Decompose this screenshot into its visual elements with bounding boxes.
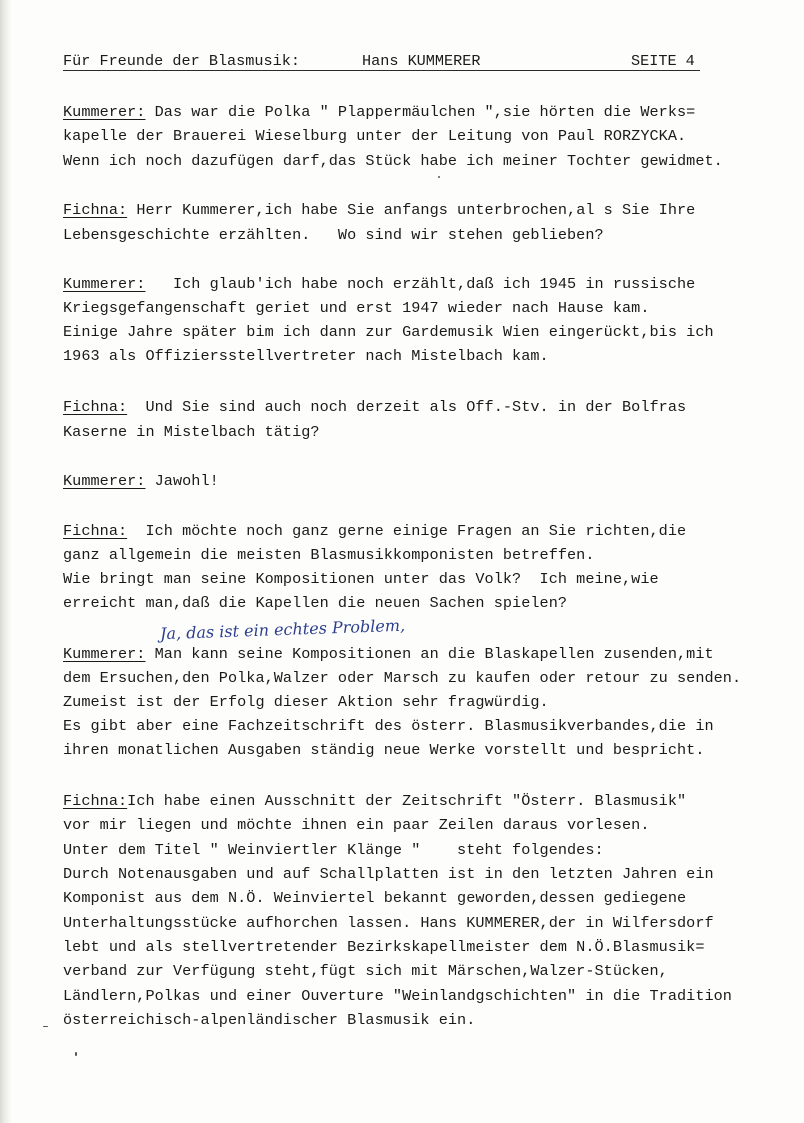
text-line: Kaserne in Mistelbach tätig? bbox=[63, 423, 320, 441]
text-line: Einige Jahre später bim ich dann zur Gardemusik Wien eingerückt,bis ich bbox=[63, 323, 714, 341]
text-line: Kriegsgefangenschaft geriet und erst 1947 wieder nach Hause kam. bbox=[63, 299, 650, 317]
speaker-label: Kummerer: bbox=[63, 103, 146, 121]
header-underline bbox=[63, 70, 700, 71]
speaker-label: Kummerer: bbox=[63, 275, 146, 293]
text-line: Kummerer: Man kann seine Kompositionen an die Blaskapellen zusenden,mit bbox=[63, 645, 714, 663]
text-line: lebt und als stellvertretender Bezirkskapellmeister dem N.Ö.Blasmusik= bbox=[63, 938, 705, 956]
speaker-label: Kummerer: bbox=[63, 645, 146, 663]
text-line: 1963 als Offiziersstellvertreter nach Mistelbach kam. bbox=[63, 347, 549, 365]
scan-speck bbox=[43, 1026, 48, 1027]
text-line: ihren monatlichen Ausgaben ständig neue Werke vorstellt und bespricht. bbox=[63, 741, 705, 759]
text-line: Kummerer: Ich glaub'ich habe noch erzählt,daß ich 1945 in russische bbox=[63, 275, 696, 293]
text-line: Wenn ich noch dazufügen darf,das Stück habe ich meiner Tochter gewidmet. bbox=[63, 152, 723, 170]
text-line: Fichna: Und Sie sind auch noch derzeit als Off.-Stv. in der Bolfras bbox=[63, 398, 687, 416]
text-line: erreicht man,daß die Kapellen die neuen Sachen spielen? bbox=[63, 594, 568, 612]
scan-speck bbox=[75, 1052, 77, 1056]
text-line: Kummerer: Das war die Polka " Plappermäulchen ",sie hörten die Werks= bbox=[63, 103, 696, 121]
header-author: Hans KUMMERER bbox=[362, 52, 481, 70]
text-line: Wie bringt man seine Kompositionen unter das Volk? Ich meine,wie bbox=[63, 570, 659, 588]
speaker-label: Fichna: bbox=[63, 201, 128, 219]
text-line: Fichna: Ich möchte noch ganz gerne einige Fragen an Sie richten,die bbox=[63, 522, 687, 540]
speaker-label: Fichna: bbox=[63, 398, 128, 416]
text-line: Unter dem Titel " Weinviertler Klänge " steht folgendes: bbox=[63, 841, 604, 859]
text-line: dem Ersuchen,den Polka,Walzer oder Marsch zu kaufen oder retour zu senden. bbox=[63, 669, 742, 687]
handwritten-annotation: Ja, das ist ein echtes Problem, bbox=[159, 615, 406, 644]
speaker-label: Kummerer: bbox=[63, 472, 146, 490]
text-line: Durch Notenausgaben und auf Schallplatten ist in den letzten Jahren ein bbox=[63, 865, 714, 883]
header-series-title: Für Freunde der Blasmusik: bbox=[63, 52, 300, 70]
text-line: Unterhaltungsstücke aufhorchen lassen. Hans KUMMERER,der in Wilfersdorf bbox=[63, 914, 714, 932]
text-line: Lebensgeschichte erzählten. Wo sind wir stehen geblieben? bbox=[63, 226, 604, 244]
speaker-label: Fichna: bbox=[63, 522, 128, 540]
text-line: Fichna: Herr Kummerer,ich habe Sie anfangs unterbrochen,al s Sie Ihre bbox=[63, 201, 696, 219]
text-line: Ländlern,Polkas und einer Ouverture "Weinlandgschichten" in die Tradition bbox=[63, 987, 732, 1005]
text-line: kapelle der Brauerei Wieselburg unter der Leitung von Paul RORZYCKA. bbox=[63, 127, 687, 145]
text-line: Kummerer: Jawohl! bbox=[63, 472, 219, 490]
scan-speck bbox=[438, 176, 440, 178]
text-line: Komponist aus dem N.Ö. Weinviertel bekannt geworden,dessen gediegene bbox=[63, 889, 687, 907]
text-line: Fichna:Ich habe einen Ausschnitt der Zeitschrift "Österr. Blasmusik" bbox=[63, 792, 687, 810]
text-line: Es gibt aber eine Fachzeitschrift des österr. Blasmusikverbandes,die in bbox=[63, 717, 714, 735]
text-line: vor mir liegen und möchte ihnen ein paar Zeilen daraus vorlesen. bbox=[63, 816, 650, 834]
text-line: verband zur Verfügung steht,fügt sich mit Märschen,Walzer-Stücken, bbox=[63, 962, 668, 980]
text-line: österreichisch-alpenländischer Blasmusik ein. bbox=[63, 1011, 476, 1029]
scan-edge-shadow bbox=[0, 0, 12, 1123]
header-page-number: SEITE 4 bbox=[631, 52, 695, 70]
speaker-label: Fichna: bbox=[63, 792, 128, 810]
text-line: Zumeist ist der Erfolg dieser Aktion sehr fragwürdig. bbox=[63, 693, 549, 711]
text-line: ganz allgemein die meisten Blasmusikkomponisten betreffen. bbox=[63, 546, 595, 564]
